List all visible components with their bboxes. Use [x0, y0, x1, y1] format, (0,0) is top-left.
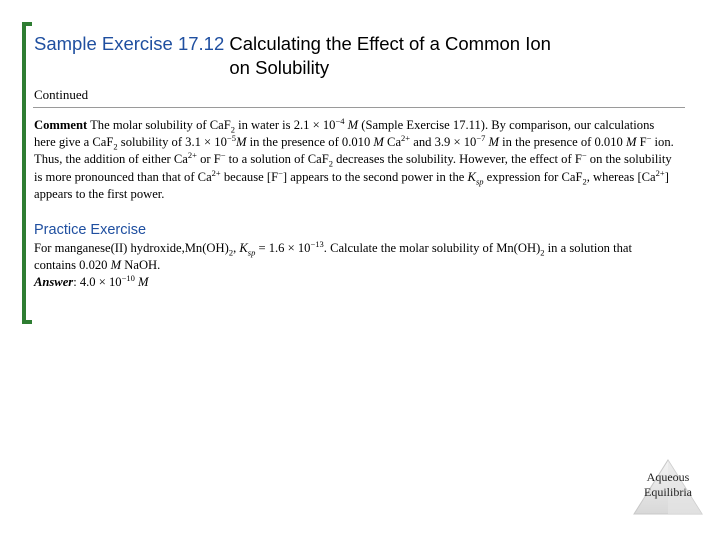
exercise-title [229, 32, 551, 80]
left-bracket-decoration [22, 22, 32, 324]
practice-exercise-text [34, 240, 674, 291]
badge-text [632, 470, 704, 500]
badge-line-2: Equilibria [644, 485, 692, 499]
badge-line-1: Aqueous [646, 470, 690, 484]
comment-paragraph: Comment The molar solubility of CaF$_2$ in water is $2.1 \times 10^{-4}$ M (Sample Exercise 17.11). By comparison, our calculations here give a CaF$_2$ solubility of $3.1 \times 10^{-5}M$ in the presence of 0.010 M $Ca^{2+}$ and $3.9 \times 10^{-7}$ M in the presence of 0.010 M F− ion. Thus, the addition of either $Ca^{2+}$ or F− to a solution of CaF$_2$ decreases the solubility. However, the effect of F− on the solubility is more pronounced than that of $Ca^{2+}$ because [F−] appears to the second power in the $K_{sp}$ expression for CaF$_2$, whereas $[Ca^{2+}]$ appears to the first power. [34, 115, 674, 201]
practice-question: For manganese(II) $hydroxide,Mn(OH)_2$, $K_{sp} = 1.6 \times 10^{-13}$. Calculate the molar solubility of $Mn(OH)_2$ in a solution that contains 0.020 M NaOH. [34, 238, 632, 272]
chapter-badge [632, 458, 704, 516]
exercise-label: Sample Exercise 17.12 [34, 33, 225, 54]
slide-title [34, 32, 551, 80]
practice-exercise-heading: Practice Exercise [34, 222, 147, 238]
divider [33, 107, 685, 108]
comment-lead: Comment [34, 118, 88, 132]
continued-label: Continued [34, 87, 89, 102]
practice-answer: Answer: $4.0 \times 10^{-10}$ M [34, 272, 149, 289]
title-line-2: on Solubility [229, 57, 330, 78]
title-line-1: Calculating the Effect of a Common Ion [229, 33, 551, 54]
answer-label: Answer [34, 275, 74, 289]
